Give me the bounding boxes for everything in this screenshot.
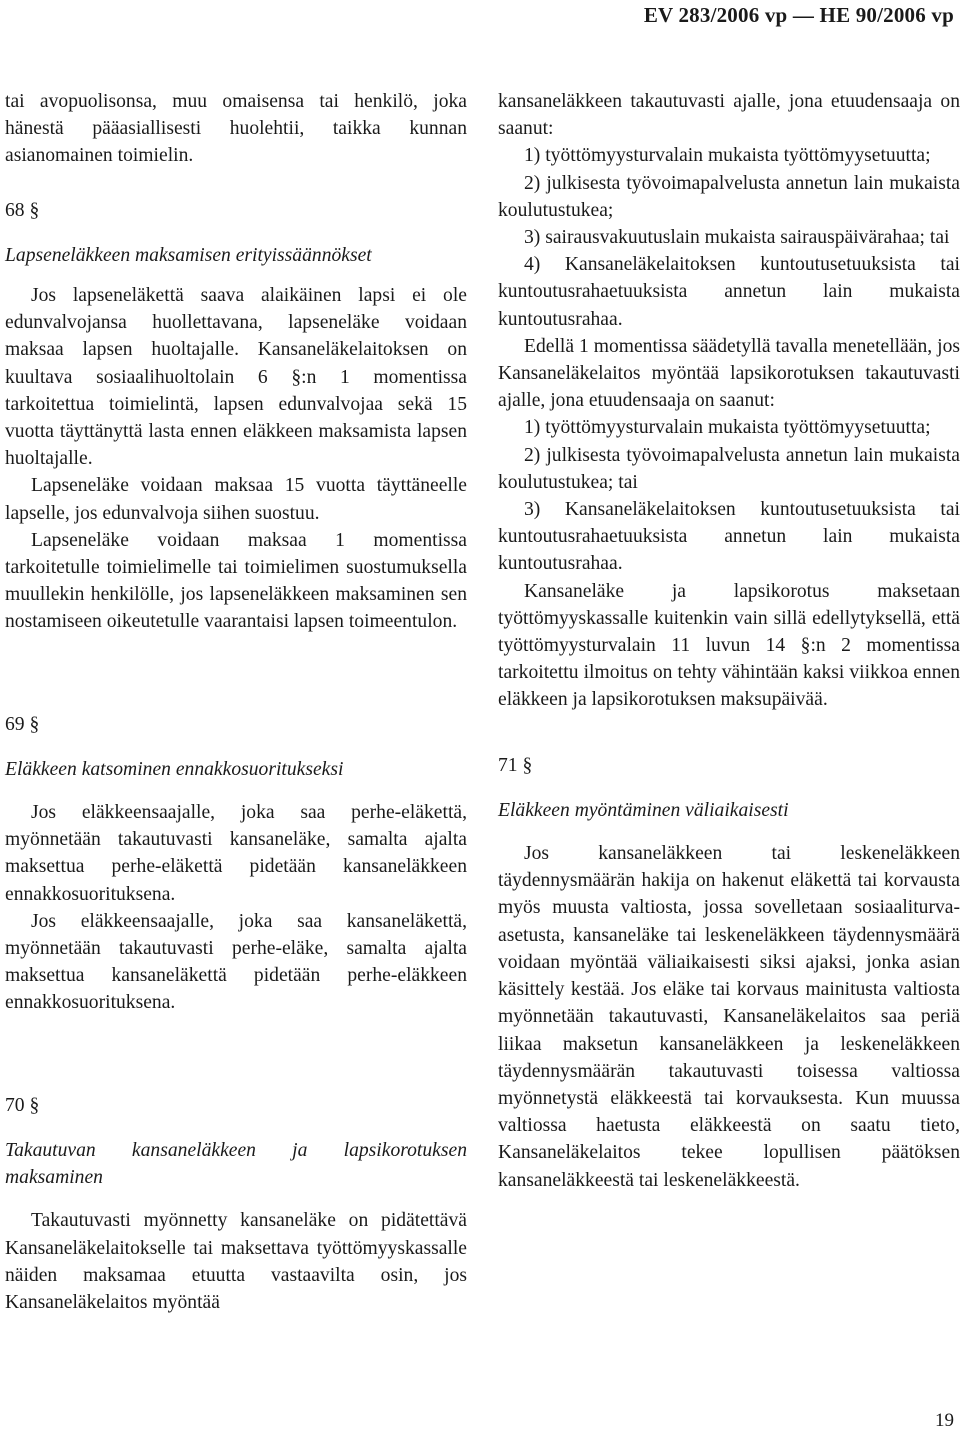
list-item: 2) julkisesta työvoimapalvelusta annetun lain mukaista koulutustukea; [498, 172, 960, 221]
list-item: 2) julkisesta työvoimapalvelusta annetun lain mukaista koulutustukea; tai [498, 444, 960, 493]
paragraph: tai avopuolisonsa, muu omaisensa tai henkilö, joka hänestä pääasiallisesti huolehtii, taikka kunnan asianomainen toimielin. [5, 91, 467, 167]
paragraph: Takautuvasti myönnetty kansaneläke on pidätettävä Kansaneläkelaitokselle tai maksettava työttömyyskassalle näiden maksamaa etuutta vastaavilta osin, jos Kansaneläkelaitos myöntää [5, 1210, 467, 1313]
page-number: 19 [935, 1410, 954, 1431]
section-number: 68 § [5, 199, 40, 221]
paragraph: Kansaneläke ja lapsikorotus maksetaan työttömyyskassalle kuitenkin vain sillä edellytyksellä, että työttömyysturvalain 11 luvun 14 §:n 2 momentissa tarkoitettu ilmoitus on tehty vähintään kaksi viikkoa ennen eläkkeen ja lapsikorotuksen maksupäivää. [498, 580, 960, 711]
section-number: 71 § [498, 754, 533, 776]
paragraph: Lapseneläke voidaan maksaa 1 momentissa tarkoitetulle toimielimelle tai toimielimen suostumuksella muullekin henkilölle, jos lapseneläkkeen maksaminen sen nostamiseen oikeutetulle vaarantaisi lapsen toimeentulon. [5, 529, 467, 633]
paragraph: Edellä 1 momentissa säädetyllä tavalla menetellään, jos Kansaneläkelaitos myöntää lapsikorotuksen takautuvasti ajalle, jona etuudensaaja on saanut: [498, 335, 960, 412]
paragraph: kansaneläkkeen takautuvasti ajalle, jona etuudensaaja on saanut: [498, 91, 960, 140]
paragraph: Lapseneläke voidaan maksaa 15 vuotta täyttäneelle lapselle, jos edunvalvoja siihen suostuu. [5, 475, 467, 524]
section-title: Eläkkeen katsominen ennakkosuoritukseksi [5, 758, 344, 780]
list-item: 3) sairausvakuutuslain mukaista sairauspäivärahaa; tai [524, 227, 950, 249]
list-item: 4) Kansaneläkelaitoksen kuntoutusetuuksista tai kuntoutusrahaetuuksista annetun lain mukaista kuntoutusrahaa. [498, 254, 960, 330]
right-column [498, 88, 960, 1194]
section-title: Lapseneläkkeen maksamisen erityissäännökset [5, 244, 372, 266]
paragraph: Jos lapseneläkettä saava alaikäinen lapsi ei ole edunvalvojansa huollettavana, lapseneläke voidaan maksaa lapsen huoltajalle. Kansaneläkelaitoksen on kuultava sosiaalihuoltolain 6 §:n 1 momentissa tarkoitettua toimielintä, lapsen edunvalvojaa sekä 15 vuotta täyttänyttä lasta ennen eläkkeen maksamista lapsen huoltajalle. [5, 285, 467, 470]
page-header: EV 283/2006 vp — HE 90/2006 vp [643, 3, 954, 27]
section-title: Eläkkeen myöntäminen väliaikaisesti [498, 799, 789, 821]
list-item: 1) työttömyysturvalain mukaista työttömyysetuutta; [524, 145, 931, 167]
paragraph: Jos eläkkeensaajalle, joka saa kansaneläkettä, myönnetään takautuvasti perhe-eläke, samalta ajalta maksettua kansaneläkettä pidetään perhe-eläkkeen ennakkosuorituksena. [5, 910, 467, 1014]
section-number: 69 § [5, 713, 40, 735]
paragraph: Jos eläkkeensaajalle, joka saa perhe-eläkettä, myönnetään takautuvasti kansaneläke, samalta ajalta maksettua perhe-eläkettä pidetään kansaneläkkeen ennakkosuorituksena. [5, 802, 467, 905]
left-column [5, 88, 467, 1316]
section-number: 70 § [5, 1094, 40, 1116]
list-item: 3) Kansaneläkelaitoksen kuntoutusetuuksista tai kuntoutusrahaetuuksista annetun lain mukaista kuntoutusrahaa. [498, 499, 960, 575]
list-item: 1) työttömyysturvalain mukaista työttömyysetuutta; [524, 417, 931, 439]
paragraph: Jos kansaneläkkeen tai leskeneläkkeen täydennysmäärän hakija on hakenut eläkettä tai korvausta myös muusta valtiosta, jossa sovelletaan sosiaaliturva-asetusta, kansaneläke tai leskeneläkkeen täydennysmäärä voidaan myöntää väliaikaisesti siksi ajaksi, jonka asian käsittely kestää. Jos eläke tai korvaus mainitusta valtiosta myönnetään takautuvasti, Kansaneläkelaitos saa periä liikaa maksetun kansaneläkkeen ja leskeneläkkeen täydennysmäärän takautuvasti toisessa valtiossa myönnetystä eläkkeestä tai korvauksesta. Kun muussa valtiossa haetusta eläkkeestä on saatu tieto, Kansaneläkelaitos tekee lopullisen päätöksen kansaneläkkeestä tai leskeneläkkeestä. [498, 843, 960, 1191]
section-title: Takautuvan kansaneläkkeen ja lapsikorotuksen maksaminen [5, 1139, 467, 1189]
